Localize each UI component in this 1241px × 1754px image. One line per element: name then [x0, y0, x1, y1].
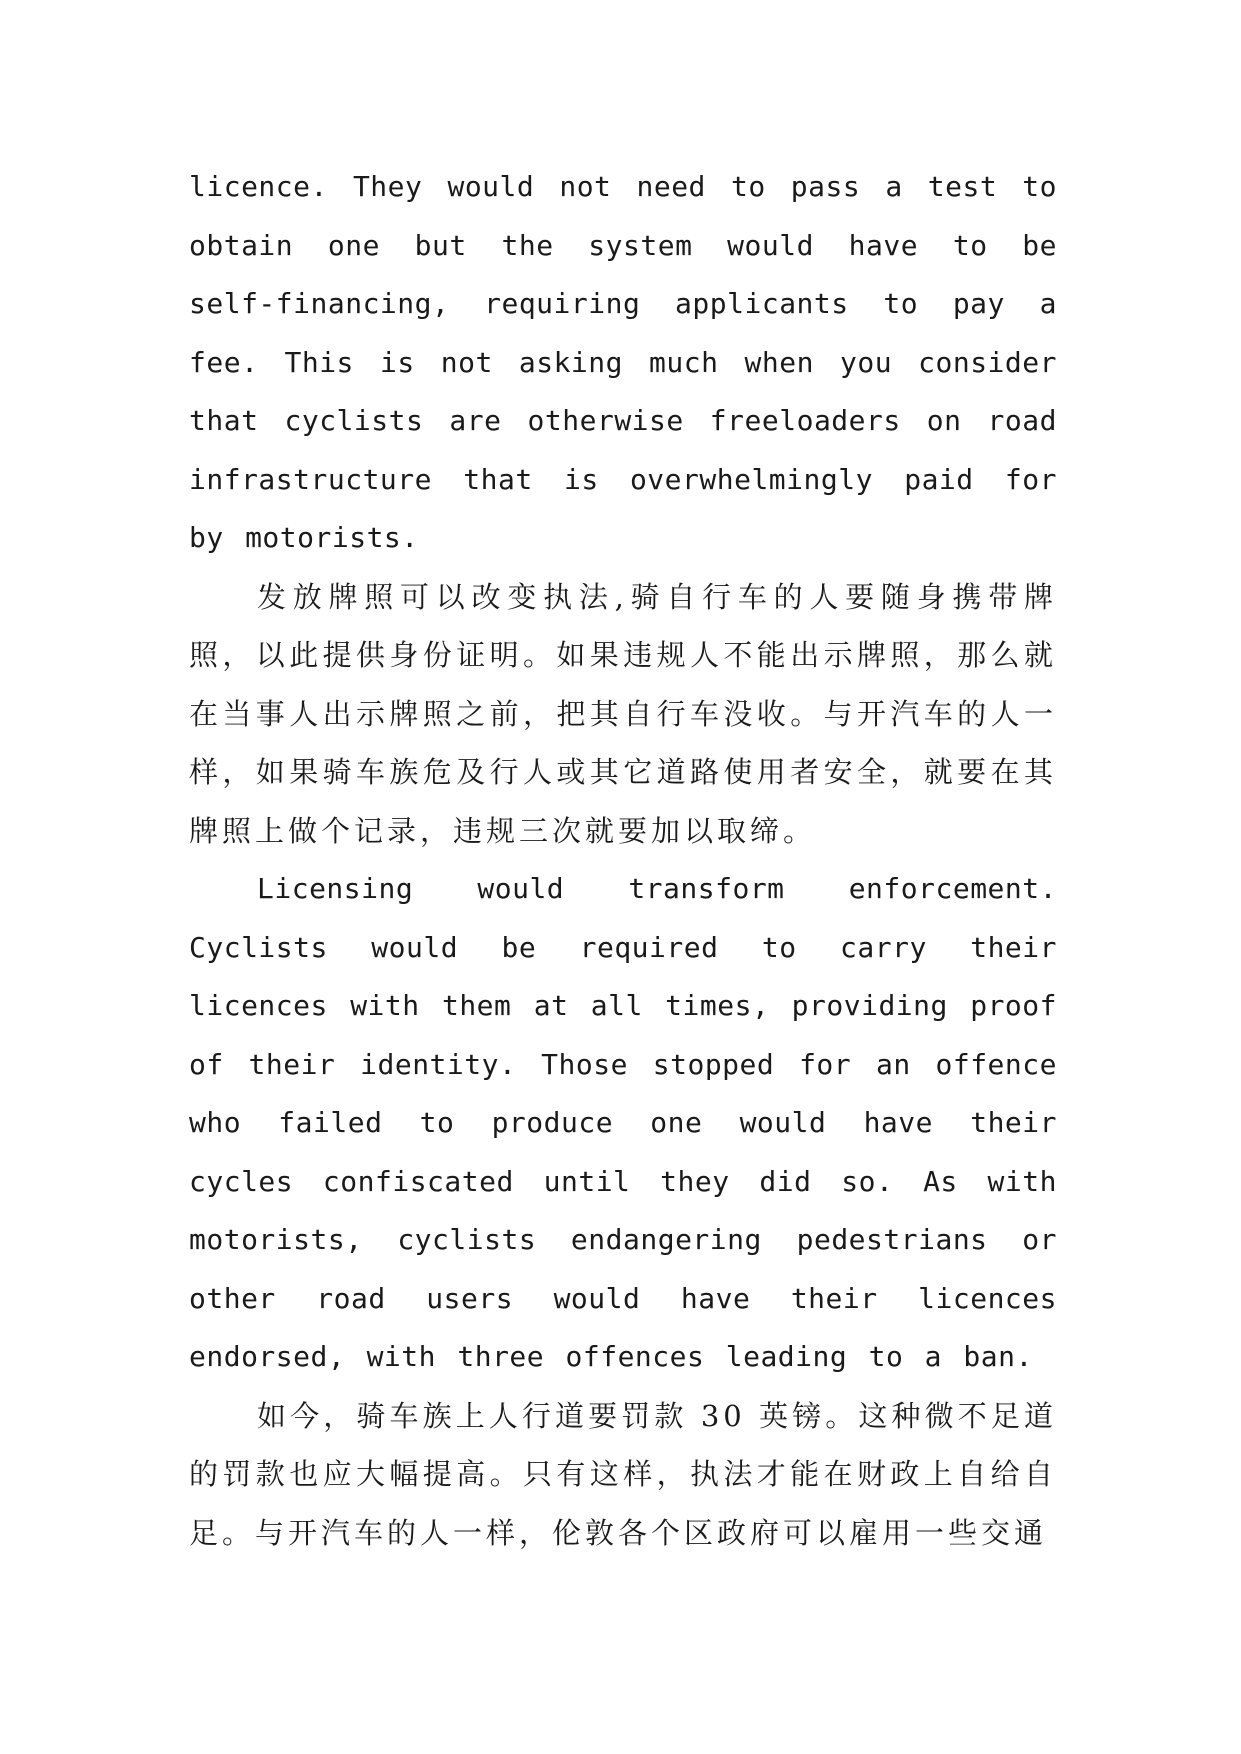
paragraph-chinese-1: 发放牌照可以改变执法,骑自行车的人要随身携带牌照，以此提供身份证明。如果违规人不能出示牌照，那么就在当事人出示牌照之前，把其自行车没收。与开汽车的人一样，如果骑车族危及行人或其它道路使用者安全，就要在其牌照上做个记录，违规三次就要加以取缔。: [189, 579, 1057, 848]
paragraph-english-2: Licensing would transform enforcement. Cyclists would be required to carry their licences with them at all times, providing proof of their identity. Those stopped for an offence who failed to produce one would have their cycles confiscated until they did so. As with motorists, cyclists endangering pedestrians or other road users would have their licences endorsed, with three offences leading to a ban.: [189, 872, 1057, 1373]
paragraph-english-1: licence. They would not need to pass a test to obtain one but the system would have to be self-financing, requiring applicants to pay a fee. This is not asking much when you consider that cyclists are otherwise freeloaders on road infrastructure that is overwhelmingly paid for by motorists.: [189, 170, 1057, 554]
paragraph-chinese-2: 如今，骑车族上人行道要罚款 30 英镑。这种微不足道的罚款也应大幅提高。只有这样，执法才能在财政上自给自足。与开汽车的人一样，伦敦各个区政府可以雇用一些交通: [189, 1398, 1057, 1550]
body-text: [189, 158, 1057, 1562]
